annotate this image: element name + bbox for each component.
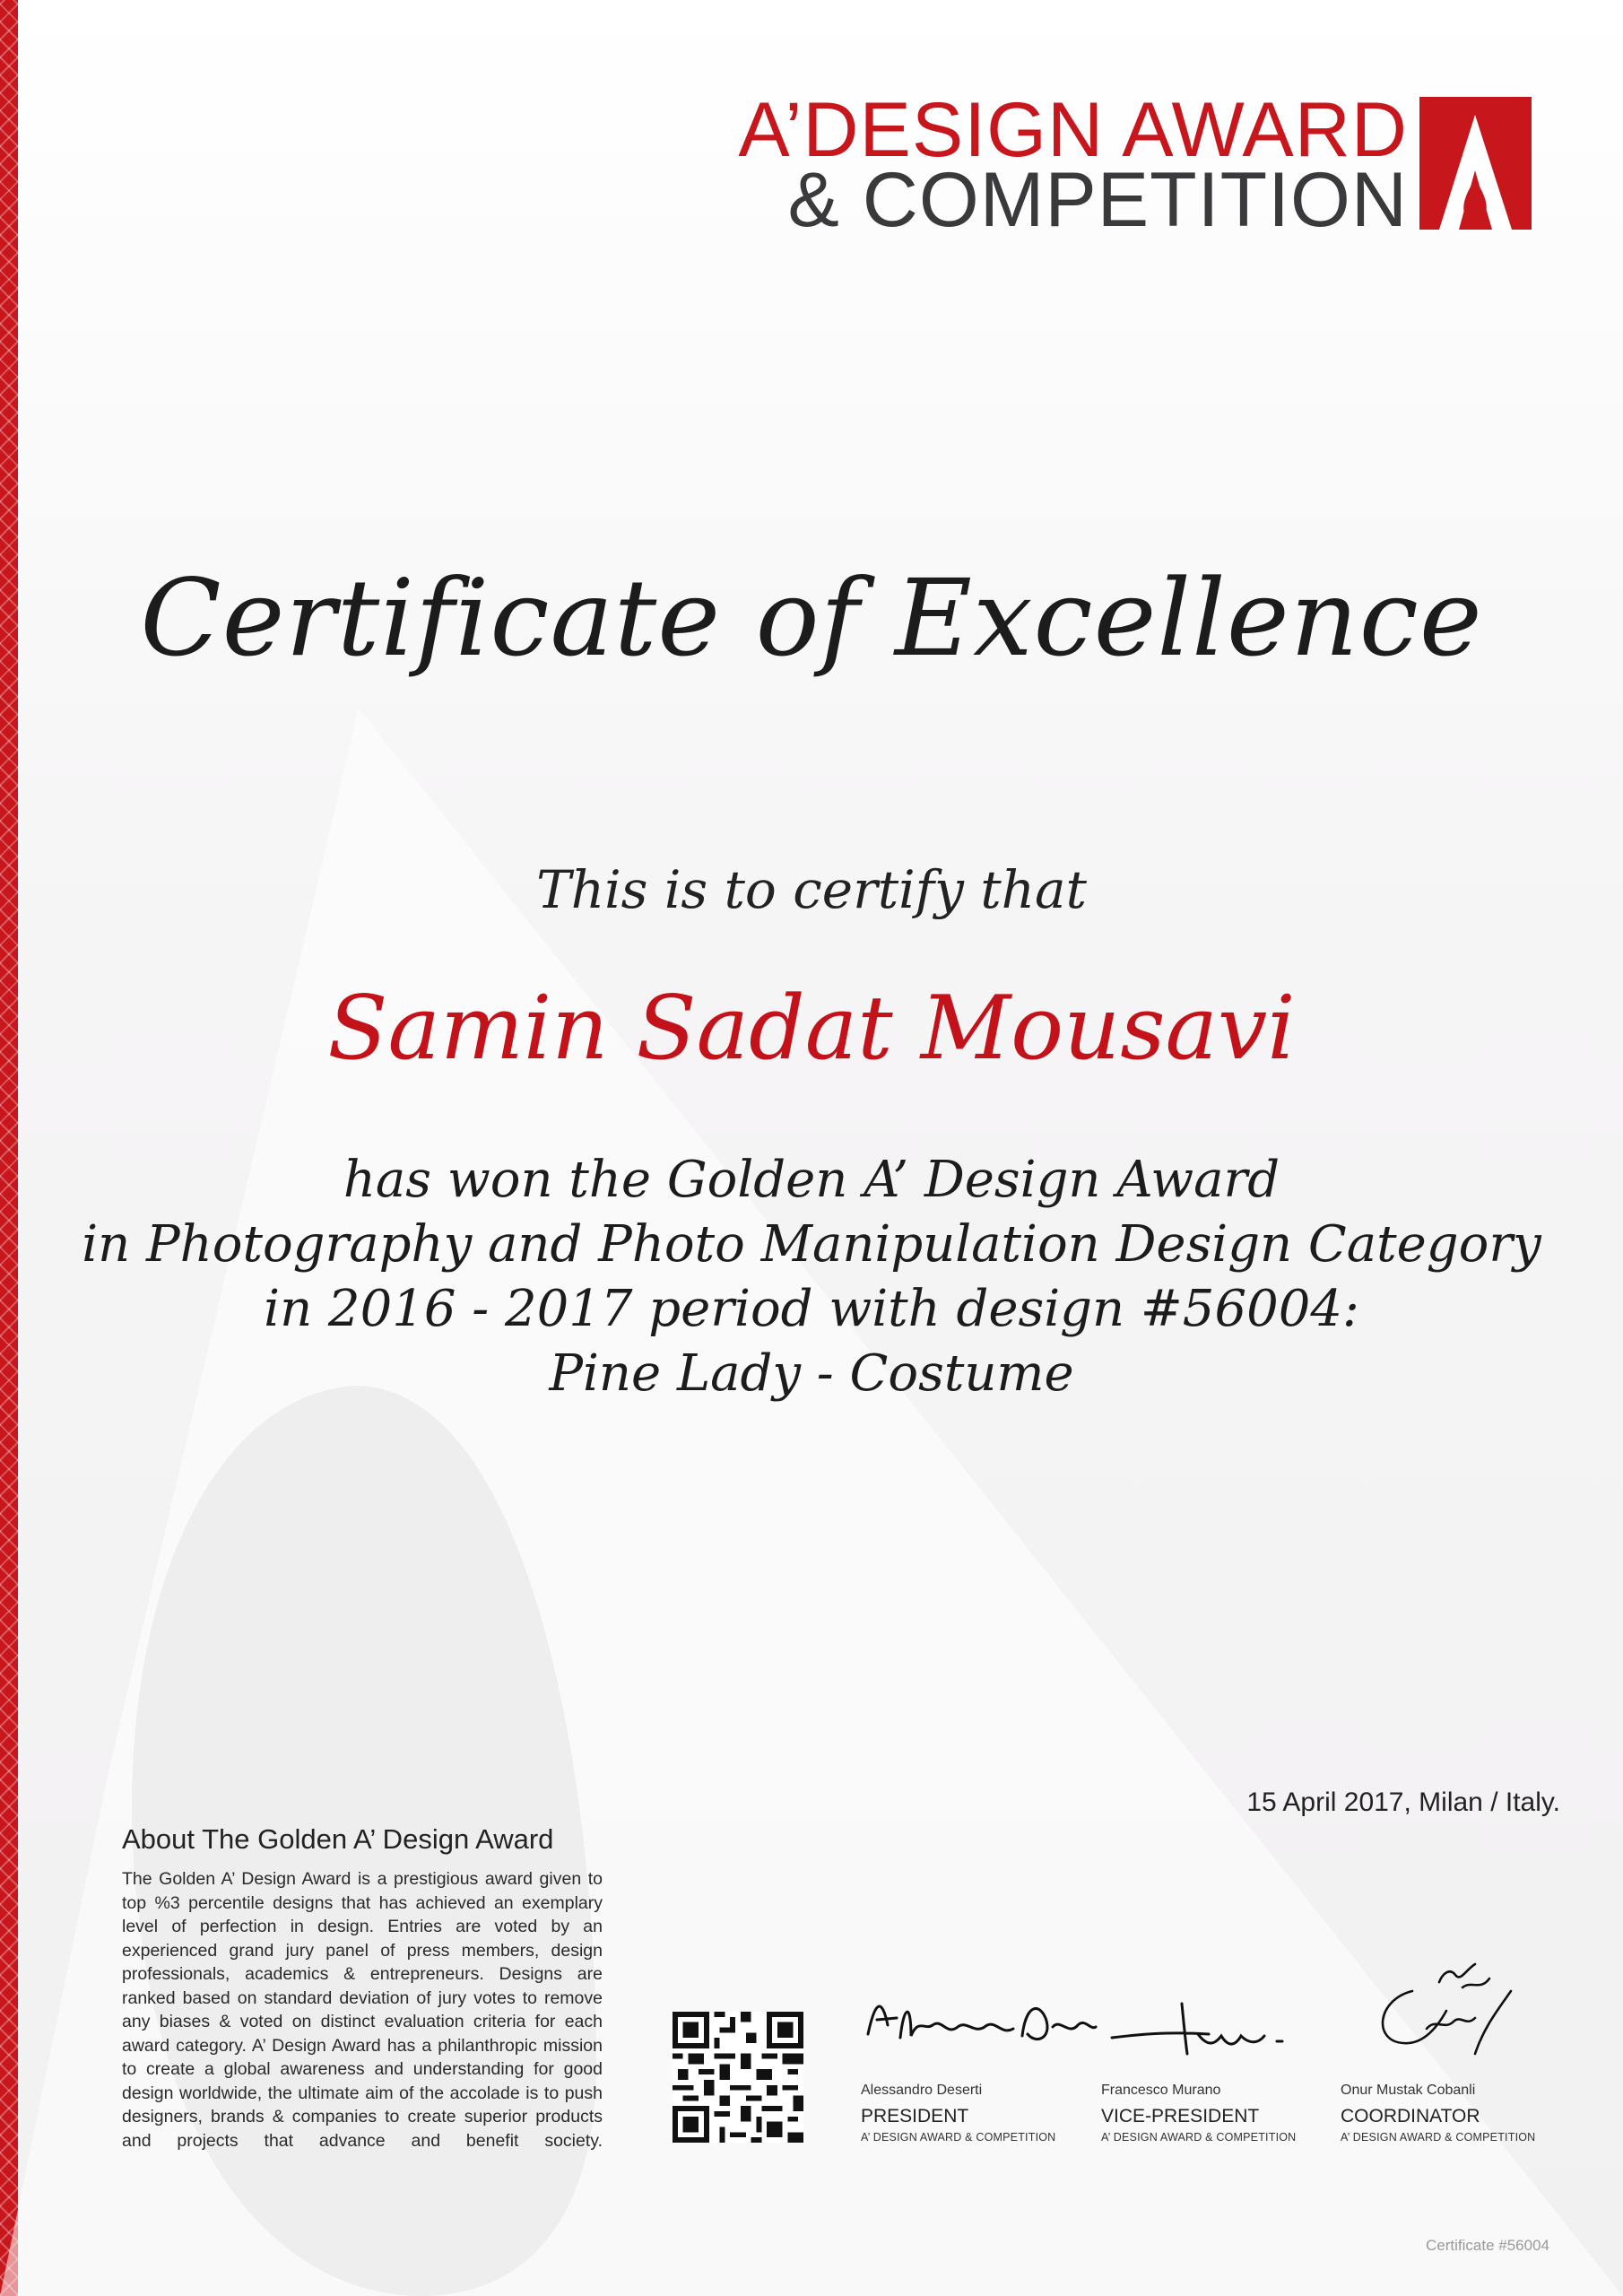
signature-icon <box>861 1955 1112 2063</box>
signature-icon <box>1341 1955 1592 2063</box>
signer-org: A’ DESIGN AWARD & COMPETITION <box>861 2131 1056 2144</box>
signer-name: Onur Mustak Cobanli <box>1341 2083 1476 2098</box>
about-text: The Golden A’ Design Award is a prestigious award given to top %3 percentile designs that has achieved an exemplary level of perfection in design. Entries are voted by an experienced grand jury panel of press members, design professionals, academics & entrepreneurs. Designs are ranked based on standard deviation of jury votes to remove any biases & voted on distinct evaluation criteria for each award category. A’ Design Award has a philanthropic mission to create a global awareness and understanding for good design worldwide, the ultimate aim of the accolade is to push designers, brands & companies to create superior products and projects that advance and benefit society. <box>122 1869 603 2151</box>
signer-role: PRESIDENT <box>861 2106 969 2126</box>
certificate-title: Certificate of Excellence <box>140 556 1483 680</box>
signature-icon <box>1101 1955 1352 2063</box>
award-logo-icon <box>1419 97 1532 230</box>
award-line: Pine Lady - Costume <box>549 1344 1074 1403</box>
recipient-name: Samin Sadat Mousavi <box>327 978 1296 1080</box>
award-description <box>0 1148 1623 1406</box>
signer-president <box>861 1955 1112 2144</box>
signer-name: Francesco Murano <box>1101 2083 1221 2098</box>
award-logo <box>681 87 1533 243</box>
certify-text: This is to certify that <box>536 859 1087 920</box>
award-line: in Photography and Photo Manipulation Design Category <box>82 1215 1541 1274</box>
logo-line-1: A’DESIGN AWARD <box>738 87 1408 173</box>
signer-vice-president <box>1101 1955 1352 2144</box>
logo-line-2: & COMPETITION <box>787 157 1408 243</box>
signer-org: A’ DESIGN AWARD & COMPETITION <box>1341 2131 1536 2144</box>
signer-role: VICE-PRESIDENT <box>1101 2106 1260 2126</box>
award-line: has won the Golden A’ Design Award <box>343 1151 1280 1209</box>
certificate-number: Certificate #56004 <box>1426 2237 1549 2254</box>
award-line: in 2016 - 2017 period with design #56004: <box>264 1280 1359 1338</box>
qr-code-icon[interactable] <box>673 2012 803 2143</box>
signer-role: COORDINATOR <box>1341 2106 1480 2126</box>
about-title: About The Golden A’ Design Award <box>122 1823 554 1855</box>
signer-name: Alessandro Deserti <box>861 2083 983 2098</box>
date-place: 15 April 2017, Milan / Italy. <box>1246 1787 1560 1817</box>
signer-coordinator <box>1341 1955 1592 2144</box>
signer-org: A’ DESIGN AWARD & COMPETITION <box>1101 2131 1297 2144</box>
